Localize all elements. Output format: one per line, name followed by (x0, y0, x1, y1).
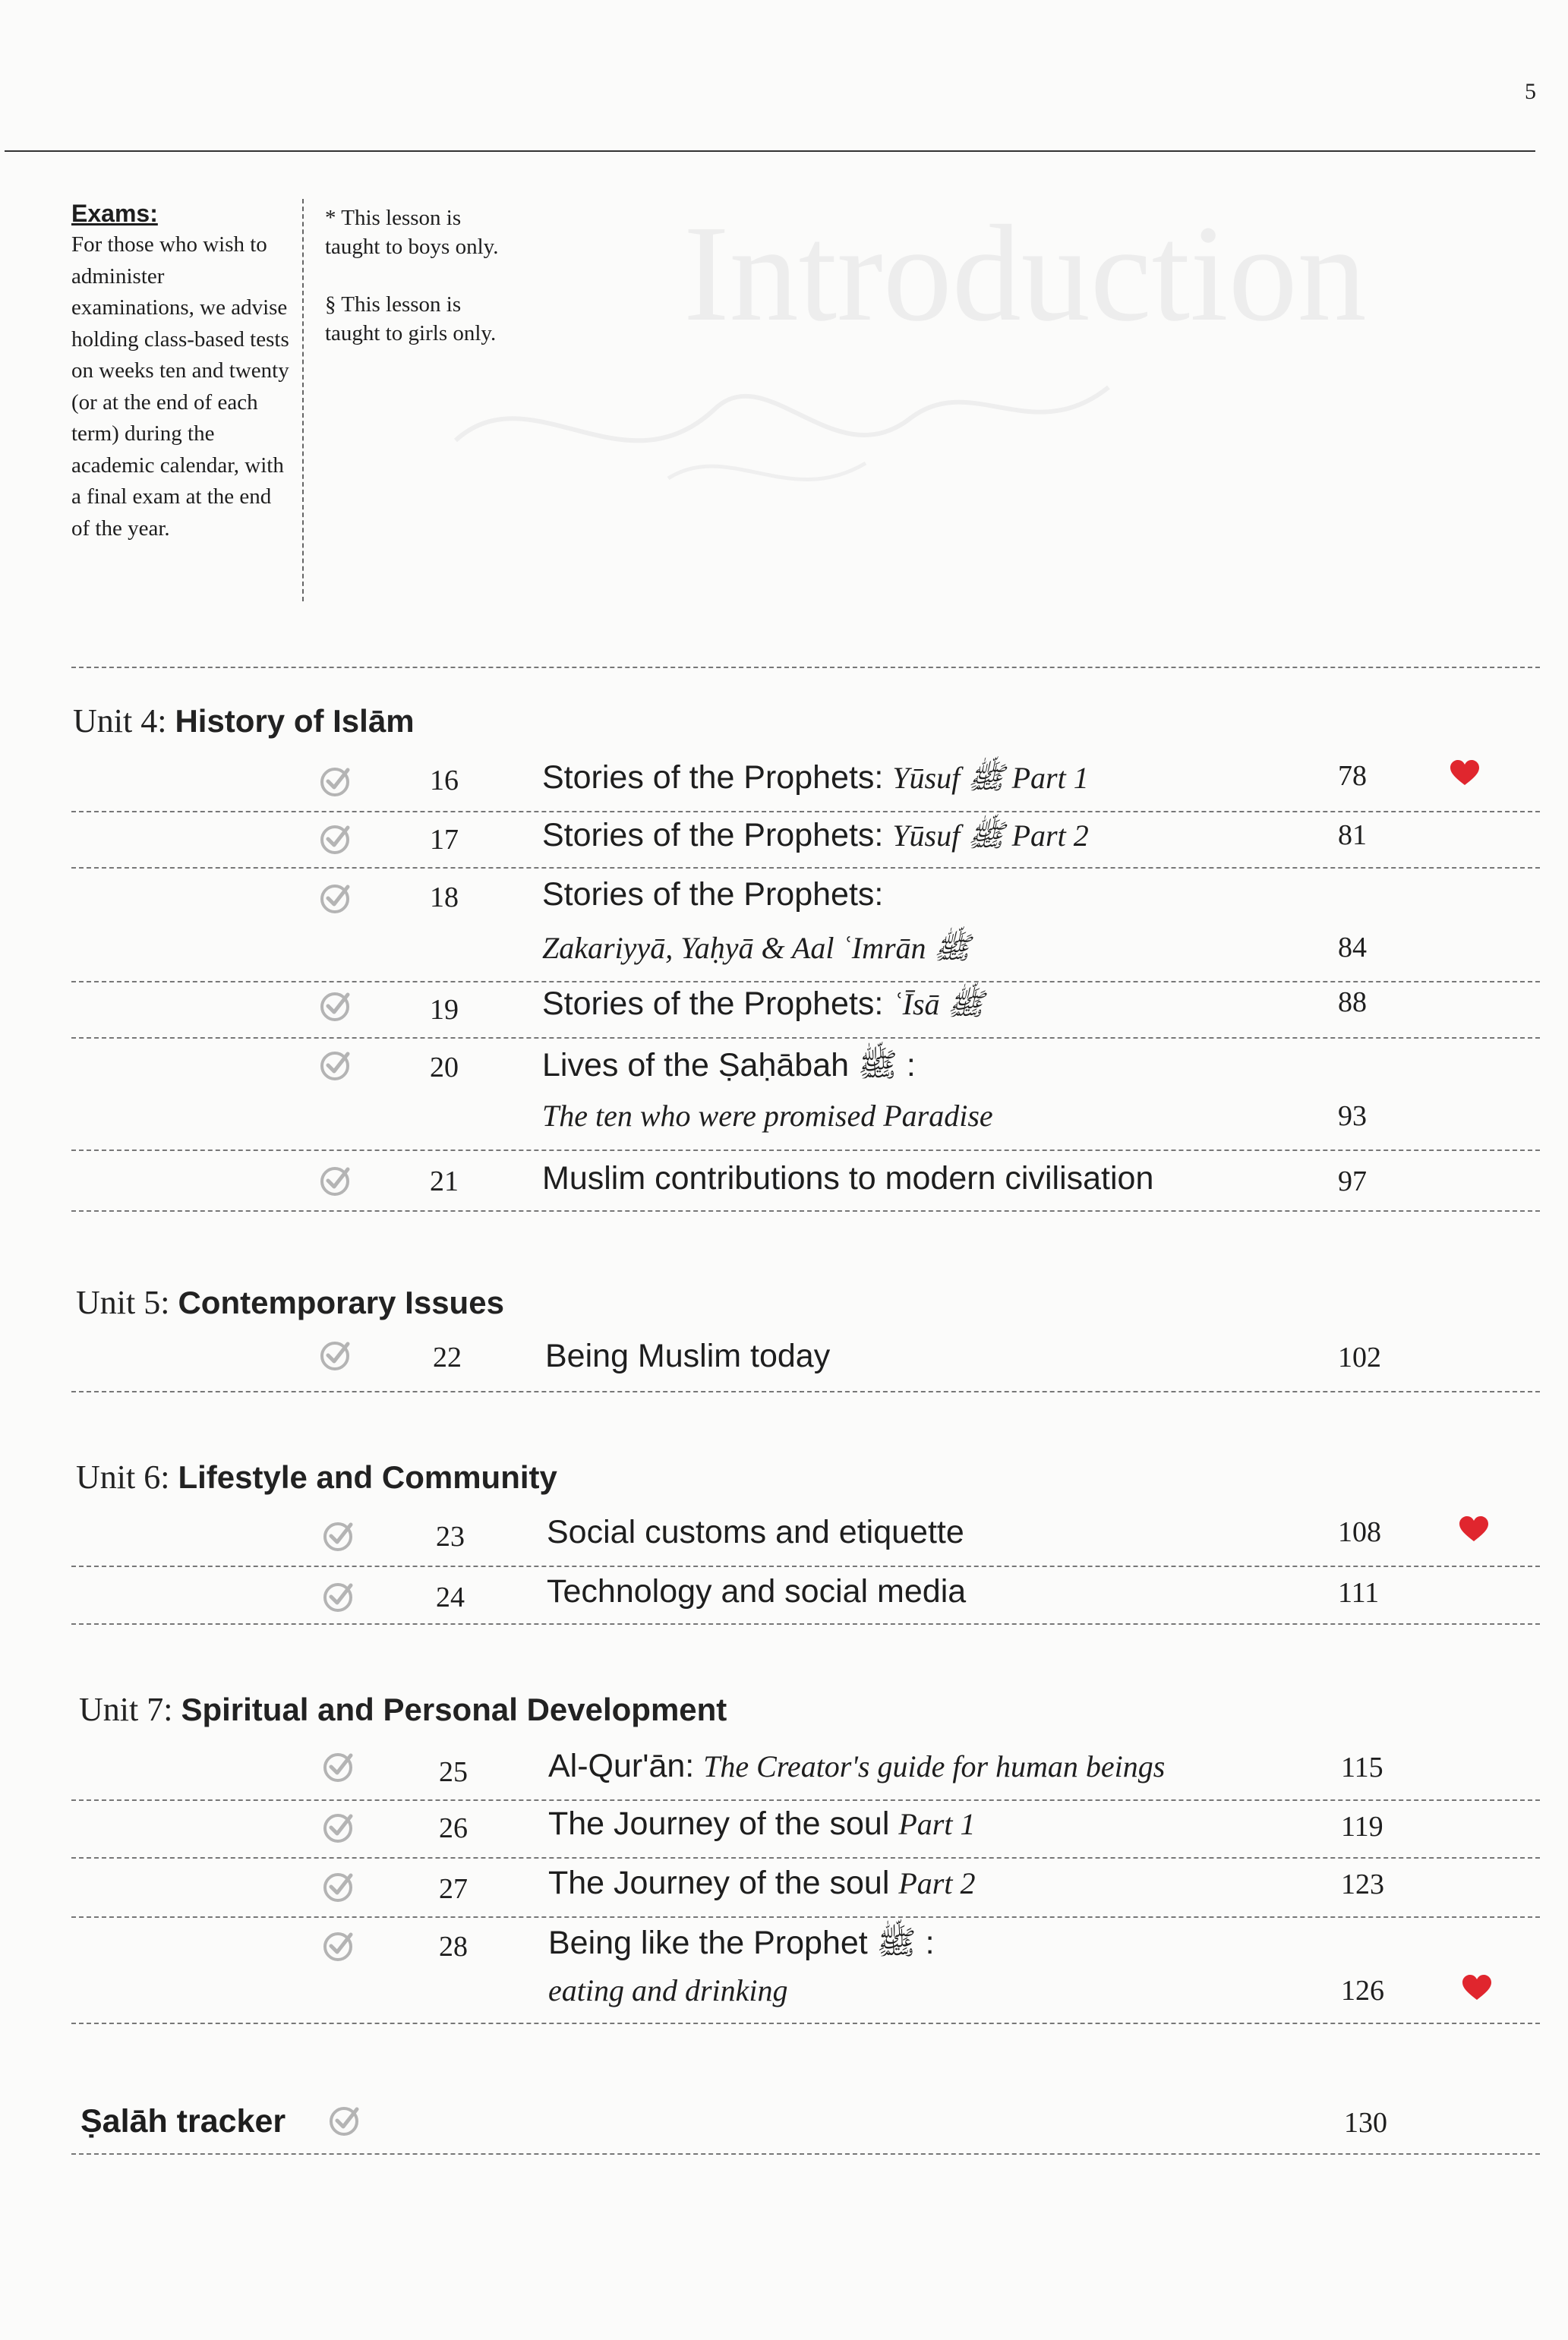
lesson-number: 20 (430, 1052, 459, 1083)
lesson-page: 81 (1338, 819, 1367, 851)
lesson-page: 84 (1338, 932, 1367, 963)
lesson-title: Al-Qur'ān: The Creator's guide for human beings (548, 1748, 1166, 1784)
lesson-title: The Journey of the soul Part 1 (548, 1805, 976, 1842)
lesson-title: Social customs and etiquette (547, 1514, 964, 1550)
divider (71, 981, 1540, 982)
lesson-page: 111 (1338, 1577, 1380, 1609)
lesson-page: 119 (1341, 1811, 1383, 1843)
top-rule (5, 150, 1535, 152)
lesson-page: 102 (1338, 1342, 1381, 1373)
lesson-title: Being like the Prophet ﷺ : (548, 1925, 935, 1961)
background-calligraphy-graphic (440, 326, 1124, 524)
check-circle-icon[interactable] (322, 1869, 355, 1903)
note-boys-only: * This lesson is taught to boys only. (325, 206, 499, 259)
unit-name: Contemporary Issues (178, 1285, 504, 1320)
lesson-number: 22 (433, 1342, 462, 1373)
unit-7-heading (79, 1690, 727, 1729)
check-circle-icon[interactable] (319, 989, 352, 1022)
lesson-number: 18 (430, 881, 459, 913)
lesson-page: 108 (1338, 1516, 1381, 1548)
check-circle-icon[interactable] (322, 1749, 355, 1783)
divider (71, 867, 1540, 869)
check-circle-icon[interactable] (322, 1928, 355, 1962)
unit-name: Lifestyle and Community (178, 1459, 557, 1495)
lesson-page: 78 (1338, 760, 1367, 792)
divider (71, 1566, 1540, 1567)
unit-prefix: Unit 6: (76, 1459, 178, 1496)
lesson-subtitle: The ten who were promised Paradise (542, 1099, 993, 1133)
check-circle-icon[interactable] (319, 881, 352, 914)
lesson-title: Lives of the Ṣaḥābah ﷺ : (542, 1047, 916, 1083)
background-heading-graphic: Introduction (683, 197, 1367, 350)
lesson-page: 97 (1338, 1165, 1367, 1197)
lesson-number: 26 (439, 1812, 468, 1844)
lesson-number: 25 (439, 1756, 468, 1788)
exams-note (71, 197, 292, 544)
divider (71, 1037, 1540, 1039)
notes-divider (302, 199, 304, 601)
lesson-title: Stories of the Prophets: (542, 876, 884, 913)
page-number: 5 (1525, 79, 1536, 104)
salah-tracker-label: Ṣalāh tracker (80, 2103, 286, 2140)
unit-name: History of Islām (175, 703, 415, 739)
unit-prefix: Unit 7: (79, 1691, 181, 1728)
lesson-subtitle: eating and drinking (548, 1973, 788, 2007)
heart-icon (1449, 759, 1481, 787)
divider (71, 667, 1540, 668)
lesson-title: Being Muslim today (545, 1338, 831, 1374)
unit-name: Spiritual and Personal Development (181, 1692, 727, 1727)
exams-text: For those who wish to administer examinations, we advise holding class-based tests on weeks ten and twenty (or at the end of each term) during the academic calendar, with a final exam at the end of the year. (71, 232, 289, 541)
unit-6-heading (76, 1458, 557, 1496)
salah-tracker-page: 130 (1344, 2107, 1387, 2139)
unit-prefix: Unit 5: (76, 1284, 178, 1321)
unit-4-heading (73, 702, 415, 740)
divider (71, 1799, 1540, 1801)
lesson-page: 88 (1338, 986, 1367, 1018)
lesson-title: Technology and social media (547, 1573, 967, 1610)
divider (71, 1916, 1540, 1918)
lesson-title: Muslim contributions to modern civilisation (542, 1160, 1154, 1197)
divider (71, 1857, 1540, 1859)
divider (71, 1391, 1540, 1392)
heart-icon (1461, 1974, 1493, 2001)
divider (71, 1623, 1540, 1625)
lesson-page: 93 (1338, 1100, 1367, 1132)
lesson-number: 28 (439, 1931, 468, 1963)
check-circle-icon[interactable] (328, 2103, 361, 2137)
divider (71, 1210, 1540, 1212)
lesson-number: 21 (430, 1165, 459, 1197)
lesson-number: 16 (430, 765, 459, 796)
check-circle-icon[interactable] (322, 1579, 355, 1613)
heart-icon (1458, 1515, 1490, 1543)
lesson-page: 115 (1341, 1752, 1383, 1783)
lesson-number: 19 (430, 994, 459, 1026)
exams-title: Exams: (71, 200, 158, 227)
note-girls-only: § This lesson is taught to girls only. (325, 292, 497, 345)
lesson-number: 24 (436, 1582, 465, 1613)
lesson-notes (325, 203, 515, 377)
divider (71, 1150, 1540, 1151)
check-circle-icon[interactable] (319, 1338, 352, 1371)
check-circle-icon[interactable] (319, 764, 352, 797)
check-circle-icon[interactable] (319, 822, 352, 855)
check-circle-icon[interactable] (319, 1048, 352, 1081)
divider (71, 2153, 1540, 2155)
unit-5-heading (76, 1283, 504, 1322)
lesson-subtitle: Zakariyyā, Yaḥyā & Aal ʿImrān ﷺ (542, 931, 970, 965)
lesson-page: 123 (1341, 1869, 1384, 1900)
lesson-number: 27 (439, 1873, 468, 1905)
lesson-title: Stories of the Prophets: ʿĪsā ﷺ (542, 986, 984, 1022)
lesson-title: The Journey of the soul Part 2 (548, 1865, 976, 1901)
lesson-number: 17 (430, 824, 459, 856)
divider (71, 811, 1540, 812)
check-circle-icon[interactable] (319, 1163, 352, 1197)
lesson-title: Stories of the Prophets: Yūsuf ﷺ Part 1 (542, 759, 1089, 796)
check-circle-icon[interactable] (322, 1810, 355, 1843)
lesson-page: 126 (1341, 1975, 1384, 2007)
divider (71, 2023, 1540, 2024)
unit-prefix: Unit 4: (73, 702, 175, 740)
check-circle-icon[interactable] (322, 1518, 355, 1552)
lesson-title: Stories of the Prophets: Yūsuf ﷺ Part 2 (542, 817, 1089, 853)
lesson-number: 23 (436, 1521, 465, 1553)
